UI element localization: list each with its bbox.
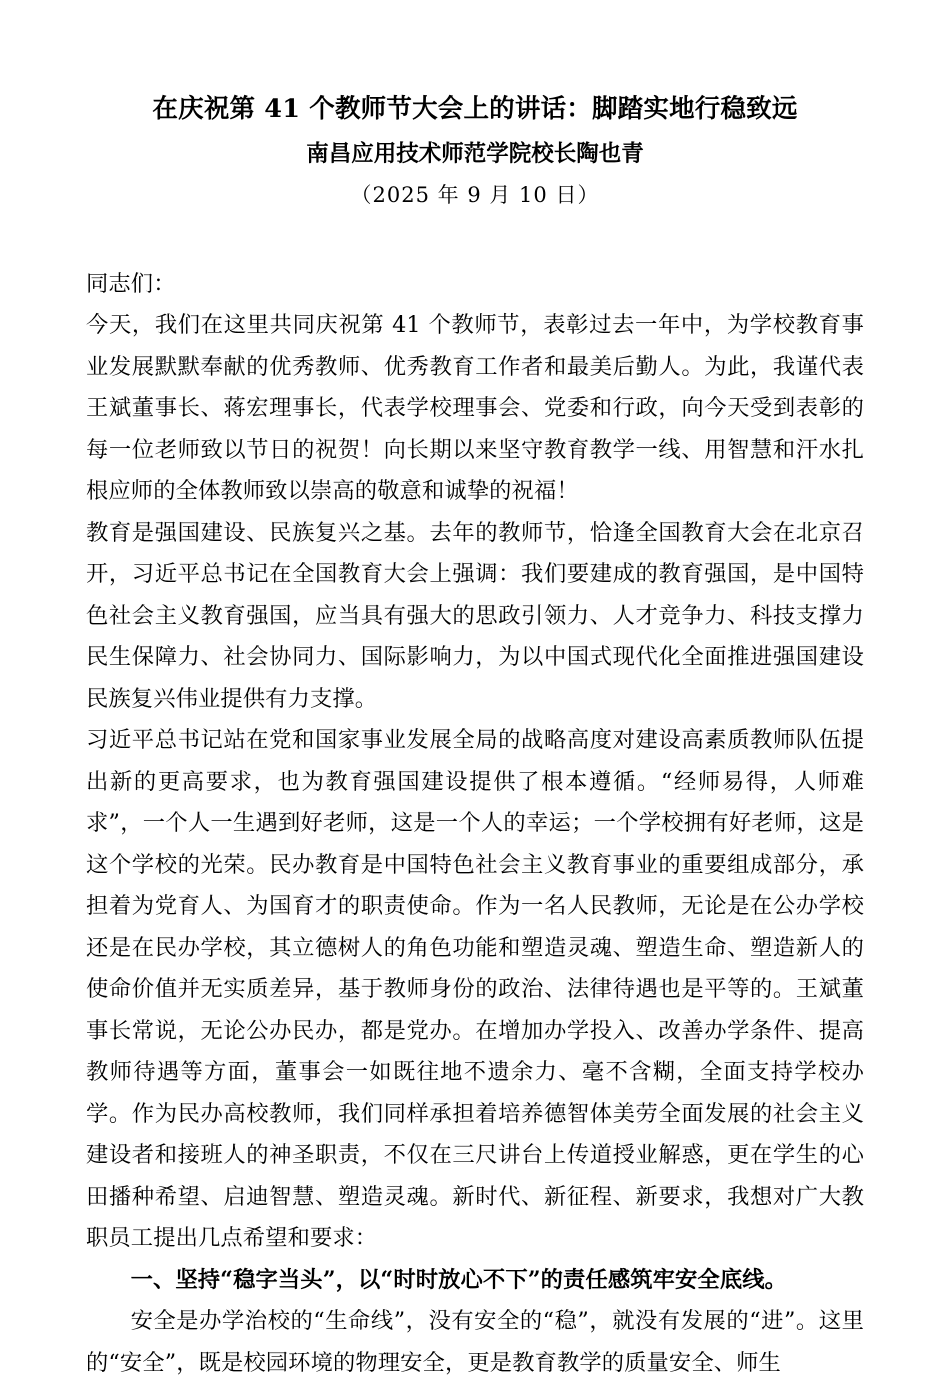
- body-paragraph: 今天，我们在这里共同庆祝第 41 个教师节，表彰过去一年中，为学校教育事业发展默默奉献的优秀教师、优秀教育工作者和最美后勤人。为此，我谨代表王斌董事长、蒋宏理事长，代表学校理事会、党委和行政，向今天受到表彰的每一位老师致以节日的祝贺！向长期以来坚守教育教学一线、用智慧和汗水扎根应师的全体教师致以崇高的敬意和诚挚的祝福！: [86, 305, 864, 513]
- section-heading: 一、坚持“稳字当头”，以“时时放心不下”的责任感筑牢安全底线。: [86, 1260, 864, 1302]
- document-body: [86, 264, 864, 1384]
- body-paragraph: 教育是强国建设、民族复兴之基。去年的教师节，恰逢全国教育大会在北京召开，习近平总书记在全国教育大会上强调：我们要建成的教育强国，是中国特色社会主义教育强国，应当具有强大的思政引领力、人才竞争力、科技支撑力民生保障力、社会协同力、国际影响力，为以中国式现代化全面推进强国建设民族复兴伟业提供有力支撑。: [86, 513, 864, 721]
- body-paragraph: 习近平总书记站在党和国家事业发展全局的战略高度对建设高素质教师队伍提出新的更高要求，也为教育强国建设提供了根本遵循。“经师易得，人师难求”，一个人一生遇到好老师，这是一个人的幸运；一个学校拥有好老师，这是这个学校的光荣。民办教育是中国特色社会主义教育事业的重要组成部分，承担着为党育人、为国育才的职责使命。作为一名人民教师，无论是在公办学校还是在民办学校，其立德树人的角色功能和塑造灵魂、塑造生命、塑造新人的使命价值并无实质差异，基于教师身份的政治、法律待遇也是平等的。王斌董事长常说，无论公办民办，都是党办。在增加办学投入、改善办学条件、提高教师待遇等方面，董事会一如既往地不遗余力、毫不含糊，全面支持学校办学。作为民办高校教师，我们同样承担着培养德智体美劳全面发展的社会主义建设者和接班人的神圣职责，不仅在三尺讲台上传道授业解惑，更在学生的心田播种希望、启迪智慧、塑造灵魂。新时代、新征程、新要求，我想对广大教职员工提出几点希望和要求：: [86, 720, 864, 1260]
- page-title: 在庆祝第 41 个教师节大会上的讲话：脚踏实地行稳致远: [86, 90, 864, 128]
- body-paragraph: 安全是办学治校的“生命线”，没有安全的“稳”，就没有发展的“进”。这里的“安全”，既是校园环境的物理安全，更是教育教学的质量安全、师生: [86, 1301, 864, 1384]
- author-byline: 南昌应用技术师范学院校长陶也青: [86, 138, 864, 172]
- salutation: 同志们：: [86, 264, 864, 306]
- speech-date: （2025 年 9 月 10 日）: [86, 180, 864, 212]
